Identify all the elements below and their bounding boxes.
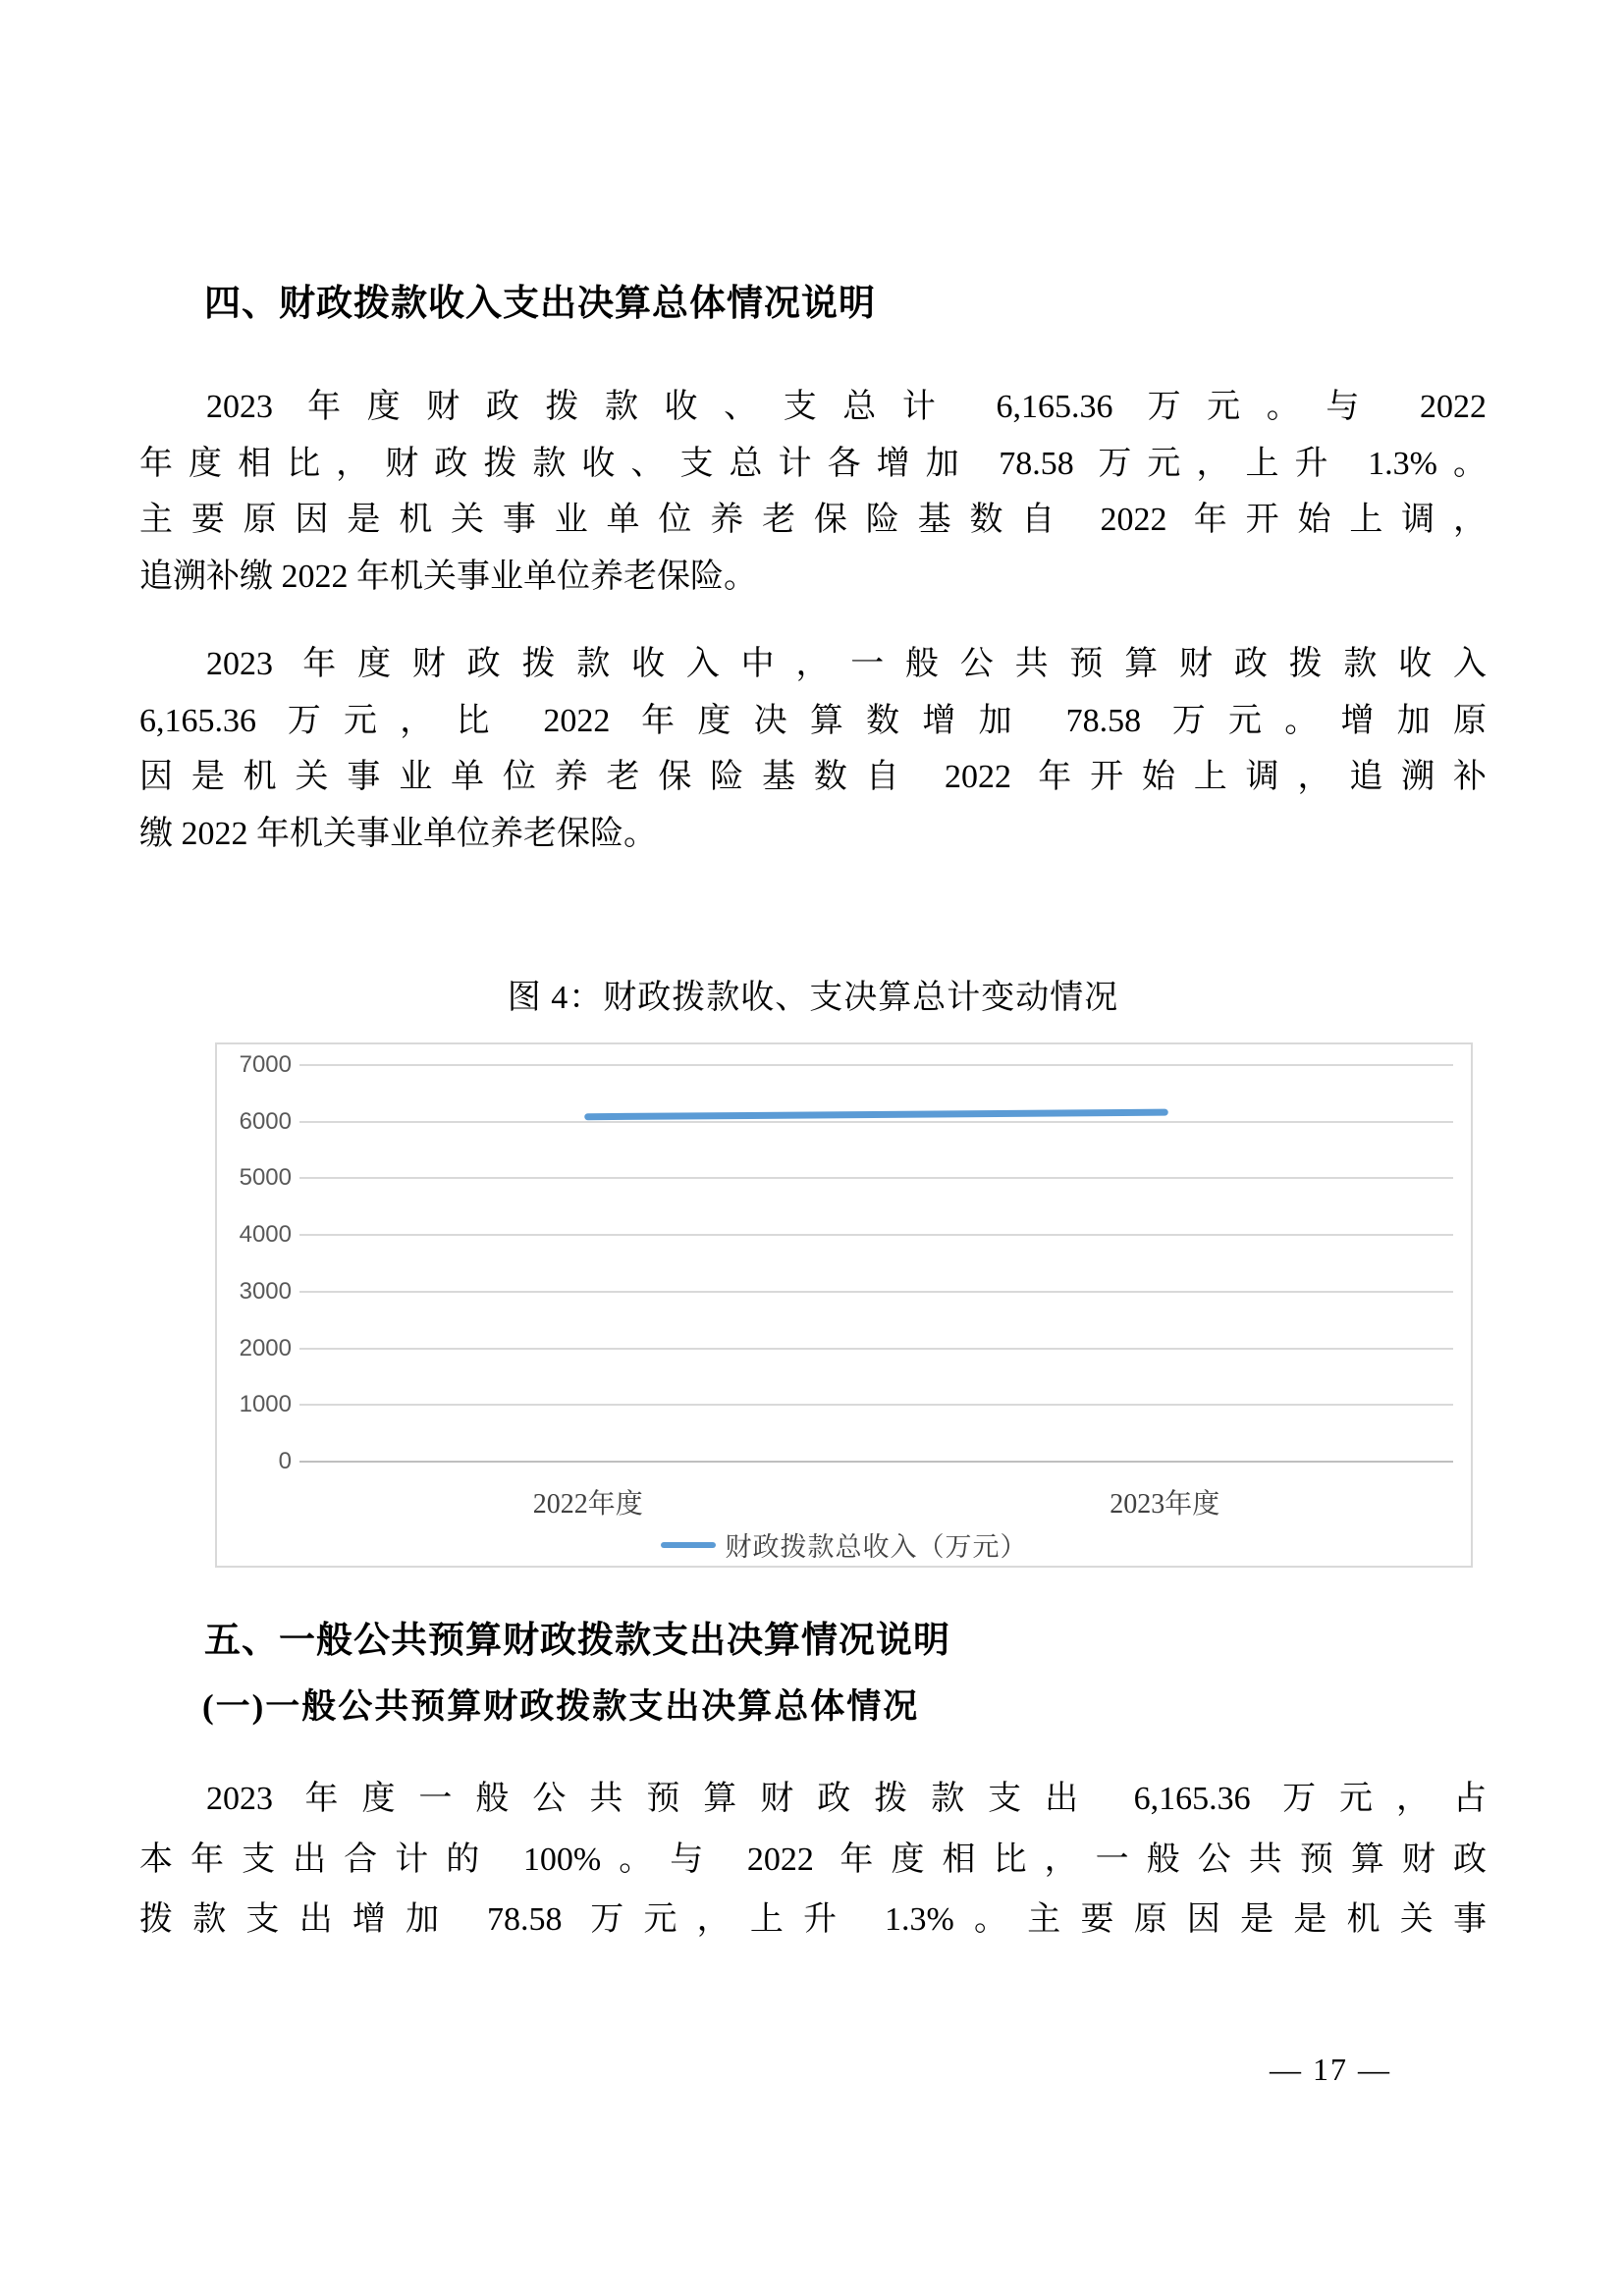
text-line: 2023 年度财政拨款收入中，一般公共预算财政拨款收入	[206, 646, 1487, 682]
y-tick-label: 1000	[239, 1391, 292, 1418]
text-line: 本年支出合计的 100%。与 2022 年度相比，一般公共预算财政	[139, 1841, 1487, 1878]
section4-heading: 四、财政拨款收入支出决算总体情况说明	[204, 283, 876, 323]
text-line: 年度相比，财政拨款收、支总计各增加 78.58 万元，上升 1.3%。	[139, 445, 1487, 482]
y-tick-label: 7000	[239, 1051, 292, 1078]
y-tick-label: 3000	[239, 1277, 292, 1305]
section4-paragraph-1	[139, 379, 1487, 605]
text-line: 2023 年度财政拨款收、支总计 6,165.36 万元。与 2022	[206, 389, 1487, 425]
text-line: 追溯补缴 2022 年机关事业单位养老保险。	[139, 558, 757, 595]
x-category-label: 2022年度	[532, 1489, 643, 1520]
y-tick-label: 2000	[239, 1334, 292, 1362]
text-line: 拨款支出增加 78.58 万元，上升 1.3%。主要原因是是机关事	[139, 1901, 1487, 1938]
section5-paragraph-1	[139, 1769, 1487, 1950]
y-tick-label: 6000	[239, 1107, 292, 1135]
text-line: 6,165.36 万元，比 2022 年度决算数增加 78.58 万元。增加原	[139, 702, 1487, 739]
figure4-chart	[215, 1042, 1473, 1568]
text-line: 缴 2022 年机关事业单位养老保险。	[139, 815, 657, 852]
y-tick-label: 0	[278, 1448, 292, 1474]
series-line-layer	[217, 1044, 1475, 1570]
section5-heading: 五、一般公共预算财政拨款支出决算情况说明	[204, 1620, 950, 1660]
section4-paragraph-2	[139, 636, 1487, 862]
text-line: 因是机关事业单位养老保险基数自 2022 年开始上调，追溯补	[139, 759, 1487, 795]
page-number: — 17 —	[1270, 2052, 1391, 2087]
legend-label: 财政拨款总收入（万元）	[725, 1532, 1028, 1562]
y-tick-label: 4000	[239, 1221, 292, 1249]
text-line: 主要原因是机关事业单位养老保险基数自 2022 年开始上调，	[139, 502, 1487, 538]
x-category-label: 2023年度	[1110, 1489, 1220, 1520]
series-line	[588, 1112, 1165, 1117]
section5-subheading: (一)一般公共预算财政拨款支出决算总体情况	[202, 1687, 920, 1726]
figure4-caption: 图 4：财政拨款收、支决算总计变动情况	[507, 980, 1119, 1016]
text-line: 2023 年度一般公共预算财政拨款支出 6,165.36 万元，占	[206, 1781, 1487, 1817]
y-tick-label: 5000	[239, 1164, 292, 1192]
